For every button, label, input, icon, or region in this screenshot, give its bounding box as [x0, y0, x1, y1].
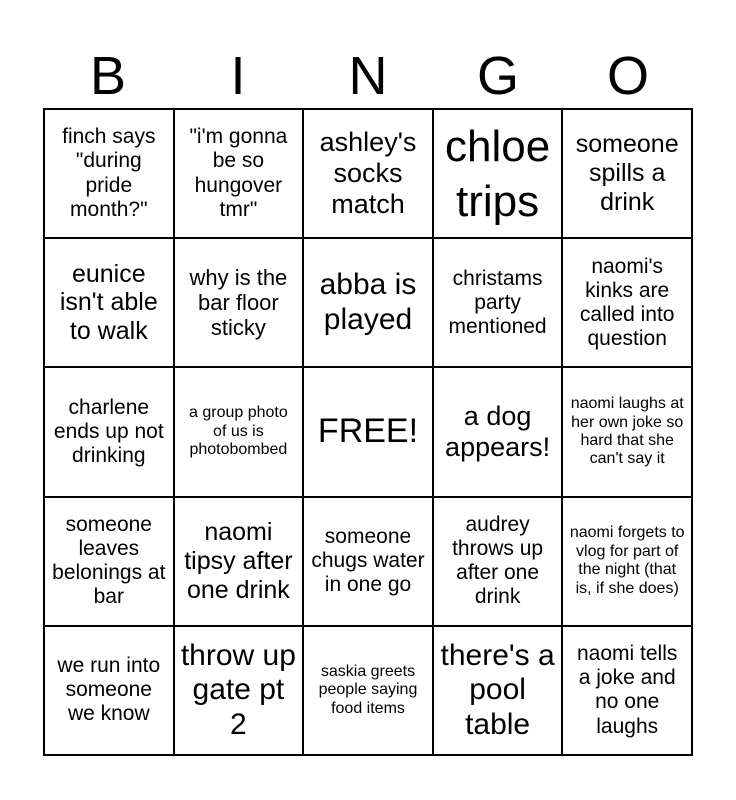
bingo-board [43, 108, 693, 756]
bingo-cell[interactable]: someone chugs water in one go [303, 497, 433, 626]
bingo-cell[interactable]: throw up gate pt 2 [174, 626, 304, 755]
bingo-cell[interactable]: naomi's kinks are called into question [562, 238, 692, 367]
bingo-cell[interactable]: naomi tipsy after one drink [174, 497, 304, 626]
bingo-cell[interactable]: naomi forgets to vlog for part of the night (that is, if she does) [562, 497, 692, 626]
bingo-free-cell: FREE! [303, 367, 433, 496]
bingo-cell[interactable]: someone spills a drink [562, 109, 692, 238]
header-letter-i: I [230, 46, 246, 106]
bingo-cell[interactable]: naomi laughs at her own joke so hard that she can't say it [562, 367, 692, 496]
bingo-cell[interactable]: there's a pool table [433, 626, 563, 755]
header-letter-b: B [89, 46, 127, 106]
bingo-cell[interactable]: abba is played [303, 238, 433, 367]
bingo-cell[interactable]: why is the bar floor sticky [174, 238, 304, 367]
bingo-cell[interactable]: eunice isn't able to walk [44, 238, 174, 367]
bingo-cell[interactable]: a dog appears! [433, 367, 563, 496]
header-letter-g: G [476, 46, 519, 106]
bingo-cell[interactable]: we run into someone we know [44, 626, 174, 755]
bingo-cell[interactable]: someone leaves belonings at bar [44, 497, 174, 626]
bingo-cell[interactable]: "i'm gonna be so hungover tmr" [174, 109, 304, 238]
bingo-header [43, 44, 693, 108]
bingo-cell[interactable]: naomi tells a joke and no one laughs [562, 626, 692, 755]
bingo-cell[interactable]: audrey throws up after one drink [433, 497, 563, 626]
bingo-cell[interactable]: a group photo of us is photobombed [174, 367, 304, 496]
bingo-cell[interactable]: ashley's socks match [303, 109, 433, 238]
bingo-cell[interactable]: charlene ends up not drinking [44, 367, 174, 496]
header-letter-o: O [606, 46, 649, 106]
bingo-cell[interactable]: finch says "during pride month?" [44, 109, 174, 238]
header-letter-n: N [348, 46, 388, 106]
bingo-cell[interactable]: chloe trips [433, 109, 563, 238]
bingo-cell[interactable]: christams party mentioned [433, 238, 563, 367]
bingo-cell[interactable]: saskia greets people saying food items [303, 626, 433, 755]
